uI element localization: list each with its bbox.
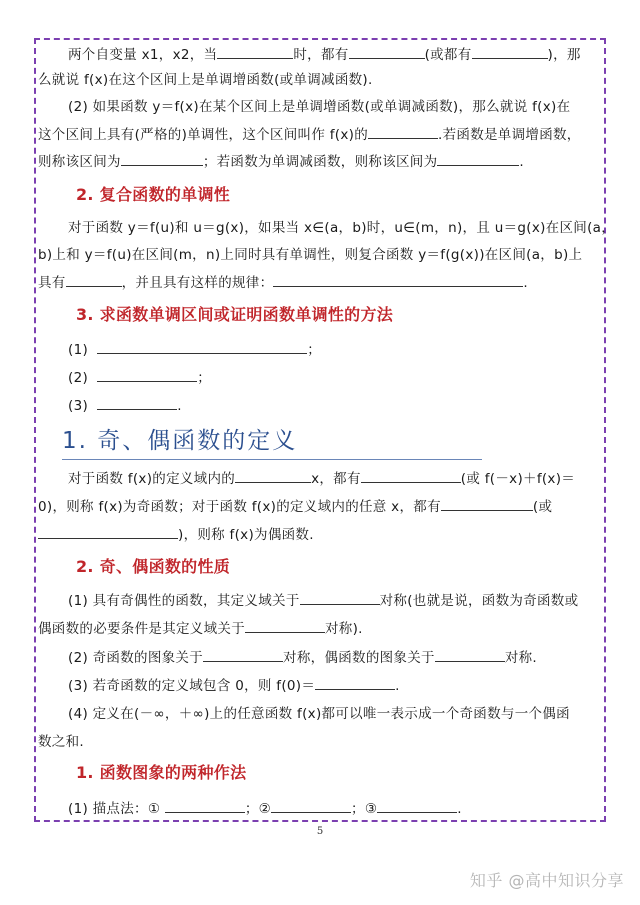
text-line: )，则称 f(x)为偶函数. xyxy=(38,524,314,545)
section-heading: 3. 求函数单调区间或证明函数单调性的方法 xyxy=(76,305,394,324)
text-line: 0)，则称 f(x)为奇函数；对于函数 f(x)的定义域内的任意 x，都有 (或 xyxy=(38,496,552,517)
text-line: 则称该区间为 ；若函数为单调减函数，则称该区间为 . xyxy=(38,151,524,172)
section-heading: 2. 复合函数的单调性 xyxy=(76,185,231,204)
text-line: (1) 描点法：① ；② ；③ . xyxy=(68,798,462,819)
list-item: (1) ； xyxy=(68,339,321,360)
text-line: (2) 奇函数的图象关于 对称，偶函数的图象关于 对称. xyxy=(68,647,537,668)
text-line: 数之和. xyxy=(38,734,84,750)
text-line: 这个区间上具有(严格的)单调性，这个区间叫作 f(x)的 .若函数是单调增函数， xyxy=(38,124,581,145)
text-line: b)上和 y＝f(u)在区间(m，n)上同时具有单调性，则复合函数 y＝f(g(x))在区间(a，b)上 xyxy=(38,247,583,263)
text-line: 偶函数的必要条件是其定义域关于 对称). xyxy=(38,618,363,639)
chapter-heading: 1. 奇、偶函数的定义 xyxy=(62,428,298,454)
text-line: 对于函数 y＝f(u)和 u＝g(x)，如果当 x∈(a，b)时，u∈(m，n)，且 u＝g(x)在区间(a， xyxy=(68,220,616,236)
section-heading: 2. 奇、偶函数的性质 xyxy=(76,557,231,576)
text-line: 两个自变量 x1，x2，当 时，都有 (或都有 )，那 xyxy=(68,44,581,65)
text-line: (4) 定义在(－∞，＋∞)上的任意函数 f(x)都可以唯一表示成一个奇函数与一个偶函 xyxy=(68,706,570,722)
text-line: (2) 如果函数 y＝f(x)在某个区间上是单调增函数(或单调减函数)，那么就说 f(x)在 xyxy=(68,99,571,115)
text-line: 具有 ，并且具有这样的规律： . xyxy=(38,272,528,293)
page-number: 5 xyxy=(316,826,324,837)
heading-underline xyxy=(62,459,482,460)
text-line: (3) 若奇函数的定义域包含 0，则 f(0)＝ . xyxy=(68,675,400,696)
watermark: 知乎 @高中知识分享 xyxy=(469,871,624,890)
list-item: (3) . xyxy=(68,395,182,416)
section-heading: 1. 函数图象的两种作法 xyxy=(76,763,247,782)
text-line: 么就说 f(x)在这个区间上是单调增函数(或单调减函数). xyxy=(38,72,373,88)
list-item: (2) ； xyxy=(68,367,211,388)
text-line: (1) 具有奇偶性的函数，其定义域关于 对称(也就是说，函数为奇函数或 xyxy=(68,590,578,611)
text-line: 对于函数 f(x)的定义域内的 x，都有 (或 f(－x)＋f(x)＝ xyxy=(68,468,575,489)
